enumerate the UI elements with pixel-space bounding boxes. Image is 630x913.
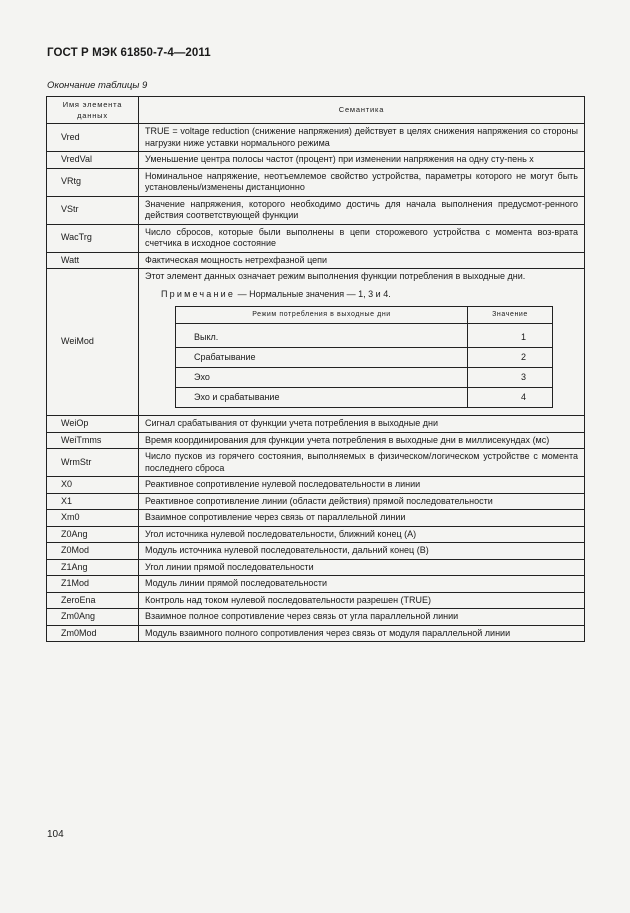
mode-label: Эхо: [176, 368, 468, 388]
element-name: VRtg: [47, 168, 139, 196]
table-row: [47, 543, 585, 560]
element-semantics: Значение напряжения, которого необходимо достичь для начала выполнения предусмот-ренного действия соответствующей функции: [139, 196, 585, 224]
element-name: Watt: [47, 252, 139, 269]
table-row: [47, 559, 585, 576]
element-name: Zm0Ang: [47, 609, 139, 626]
document-header: ГОСТ Р МЭК 61850-7-4—2011: [47, 47, 211, 59]
table-row: [47, 449, 585, 477]
element-semantics: Число сбросов, которые были выполнены в цепи сторожевого устройства с момента воз-врата счетчика в исходное состояние: [139, 224, 585, 252]
element-semantics: Угол источника нулевой последовательности, ближний конец (А): [139, 526, 585, 543]
table-row: [47, 224, 585, 252]
table-row: [47, 609, 585, 626]
element-semantics: Уменьшение центра полосы частот (процент) при изменении напряжения на одну сту-пень x: [139, 152, 585, 169]
table-row: [47, 510, 585, 527]
element-semantics: Сигнал срабатывания от функции учета потребления в выходные дни: [139, 416, 585, 433]
element-semantics: Реактивное сопротивление нулевой последовательности в линии: [139, 477, 585, 494]
note-label: Примечание: [161, 288, 236, 299]
table-row: [47, 493, 585, 510]
table-row-weimod: [47, 269, 585, 416]
mode-label: Срабатывание: [176, 348, 468, 368]
element-name: Z0Mod: [47, 543, 139, 560]
column-header-semantics: Семантика: [139, 97, 585, 124]
element-name: WeiMod: [47, 269, 139, 416]
element-name: WeiTmms: [47, 432, 139, 449]
mode-column-header: Режим потребления в выходные дни: [176, 307, 468, 324]
weimod-note: [145, 289, 578, 301]
mode-label: Эхо и срабатывание: [176, 388, 468, 408]
table-body: [47, 124, 585, 642]
table-row: [47, 526, 585, 543]
element-name: Z1Ang: [47, 559, 139, 576]
element-semantics: Реактивное сопротивление линии (области действия) прямой последовательности: [139, 493, 585, 510]
element-semantics: Угол линии прямой последовательности: [139, 559, 585, 576]
mode-value: 4: [468, 388, 553, 408]
element-semantics: Взаимное сопротивление через связь от параллельной линии: [139, 510, 585, 527]
element-semantics: Время координирования для функции учета потребления в выходные дни в миллисекундах (мс): [139, 432, 585, 449]
element-name: Z1Mod: [47, 576, 139, 593]
element-name: ZeroEna: [47, 592, 139, 609]
element-semantics: Контроль над током нулевой последовательности разрешен (TRUE): [139, 592, 585, 609]
table-row: [47, 416, 585, 433]
element-name: X0: [47, 477, 139, 494]
mode-value: 1: [468, 324, 553, 348]
table-row: [47, 252, 585, 269]
table-row: [47, 625, 585, 642]
element-name: Xm0: [47, 510, 139, 527]
element-name: Vred: [47, 124, 139, 152]
element-semantics: Модуль линии прямой последовательности: [139, 576, 585, 593]
table-row: [47, 152, 585, 169]
element-name: WeiOp: [47, 416, 139, 433]
page-number: 104: [47, 829, 64, 840]
element-semantics: Фактическая мощность нетрехфазной цепи: [139, 252, 585, 269]
mode-row: [176, 348, 553, 368]
element-semantics: Взаимное полное сопротивление через связь от угла параллельной линии: [139, 609, 585, 626]
element-name: WrmStr: [47, 449, 139, 477]
data-elements-table: [46, 96, 585, 642]
element-semantics: TRUE = voltage reduction (снижение напряжения) действует в целях снижения напряжения со стороны нагрузки ниже уставки нормального режима: [139, 124, 585, 152]
mode-row: [176, 324, 553, 348]
note-text: — Нормальные значения — 1, 3 и 4.: [237, 288, 391, 299]
element-name: VStr: [47, 196, 139, 224]
table-row: [47, 168, 585, 196]
table-row: [47, 124, 585, 152]
mode-value: 3: [468, 368, 553, 388]
column-header-name: Имя элемента данных: [47, 97, 139, 124]
mode-value: 2: [468, 348, 553, 368]
mode-row: [176, 388, 553, 408]
table-row: [47, 477, 585, 494]
element-name: Zm0Mod: [47, 625, 139, 642]
table-row: [47, 576, 585, 593]
table-row: [47, 432, 585, 449]
element-semantics: Номинальное напряжение, неотъемлемое свойство устройства, параметры которого не могут быть установлены/изменены дистанционно: [139, 168, 585, 196]
element-name: WacTrg: [47, 224, 139, 252]
element-name: X1: [47, 493, 139, 510]
mode-row: [176, 368, 553, 388]
element-semantics: [139, 269, 585, 416]
weekend-mode-table: [175, 306, 553, 408]
table-row: [47, 592, 585, 609]
element-semantics: Число пусков из горячего состояния, выполняемых в физическом/логическом устройстве с момента последнего сброса: [139, 449, 585, 477]
weimod-description: Этот элемент данных означает режим выполнения функции потребления в выходные дни.: [145, 271, 526, 281]
mode-label: Выкл.: [176, 324, 468, 348]
value-column-header: Значение: [468, 307, 553, 324]
element-semantics: Модуль источника нулевой последовательности, дальний конец (В): [139, 543, 585, 560]
element-name: Z0Ang: [47, 526, 139, 543]
element-semantics: Модуль взаимного полного сопротивления через связь от модуля параллельной линии: [139, 625, 585, 642]
table-row: [47, 196, 585, 224]
table-caption: Окончание таблицы 9: [47, 80, 148, 91]
element-name: VredVal: [47, 152, 139, 169]
